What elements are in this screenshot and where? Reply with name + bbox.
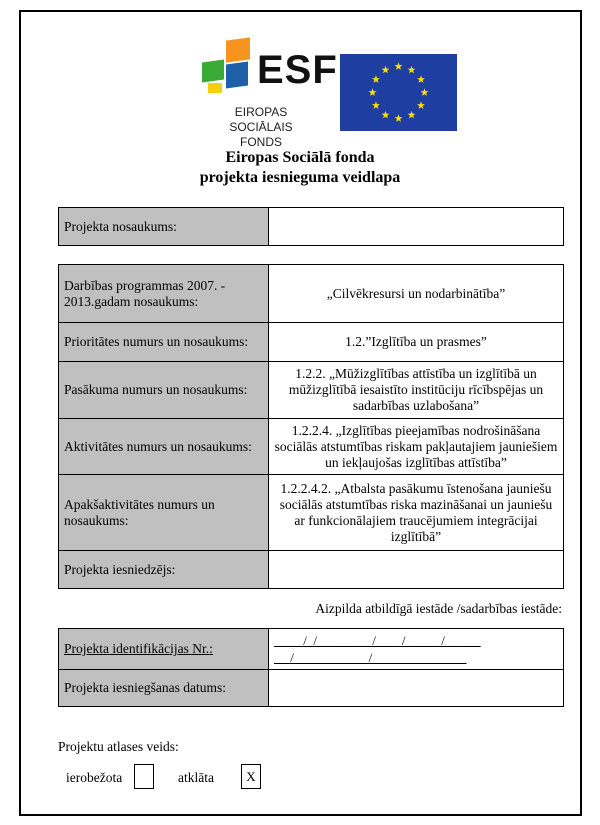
activity-value: 1.2.2.4. „Izglītības pieejamības nodrošināšana sociālās atstumtības riskam pakļautajiem jauniešiem un iekļaujošas izglītības attīstība” [269,419,564,475]
measure-label: Pasākuma numurs un nosaukums: [59,362,269,419]
project-id-label [59,629,269,670]
form-heading [0,148,600,188]
activity-label: Aktivitātes numurs un nosaukums: [59,419,269,475]
option-open-checkbox[interactable]: X [241,764,261,789]
fill-note: Aizpilda atbildīgā iestāde /sadarbības iestāde: [315,601,562,616]
project-id-field[interactable] [269,629,564,670]
project-name-field[interactable] [269,208,564,246]
selection-type-title: Projektu atlases veids: [58,739,179,754]
heading-line-1: Eiropas Sociālā fonda [225,149,375,166]
table-row [59,362,564,419]
submission-date-label: Projekta iesniegšanas datums: [59,670,269,707]
table-row [59,670,564,707]
option-limited-label: ierobežota [66,770,123,785]
option-limited-checkbox[interactable] [134,764,154,789]
eu-flag-icon [340,54,457,131]
esf-caption-line2: FONDS [240,135,282,149]
table-row [59,551,564,589]
priority-value: 1.2.”Izglītība un prasmes” [269,323,564,362]
heading-line-2: projekta iesnieguma veidlapa [199,169,401,186]
project-name-label: Projekta nosaukums: [59,208,269,246]
esf-squares-icon [202,37,256,93]
subactivity-value: 1.2.2.4.2. „Atbalsta pasākumu īstenošana jauniešu sociālās atstumtības riska mazināšanai un jauniešu ar funkcionālajiem traucējumiem integrācijai izglītībā” [269,475,564,551]
program-label: Darbības programmas 2007. - 2013.gadam nosaukums: [59,265,269,323]
esf-logo-text: ESF [257,48,338,92]
submission-date-field[interactable] [269,670,564,707]
project-name-table [58,207,564,246]
priority-label: Prioritātes numurs un nosaukums: [59,323,269,362]
applicant-label: Projekta iesniedzējs: [59,551,269,589]
applicant-field[interactable] [269,551,564,589]
table-row [59,265,564,323]
table-row [59,629,564,670]
project-id-label-text: Projekta identifikācijas Nr.: [64,641,213,656]
project-id-line-1: _ _ _ /_/_ _ _ _ _ _/_ _ _/_ _ _ _/_ _ _ _ [274,633,481,648]
project-id-line-2: _ _/_ _ _ _ _ _ _ _/_ _ _ _ _ _ _ _ _ _ [274,650,467,665]
program-value: „Cilvēkresursi un nodarbinātība” [269,265,564,323]
subactivity-label: Apakšaktivitātes numurs un nosaukums: [59,475,269,551]
esf-caption-line1: EIROPAS SOCIĀLAIS [229,105,293,134]
program-table [58,264,564,589]
table-row [59,475,564,551]
esf-logo-caption [202,105,320,150]
measure-value: 1.2.2. „Mūžizglītības attīstība un izglītībā un mūžizglītībā iesaistīto institūciju rīcībspējas un sadarbības uzlabošana” [269,362,564,419]
option-open-label: atklāta [178,770,214,785]
esf-logo [202,37,338,149]
table-row [59,419,564,475]
table-row [59,323,564,362]
project-id-table [58,628,564,707]
